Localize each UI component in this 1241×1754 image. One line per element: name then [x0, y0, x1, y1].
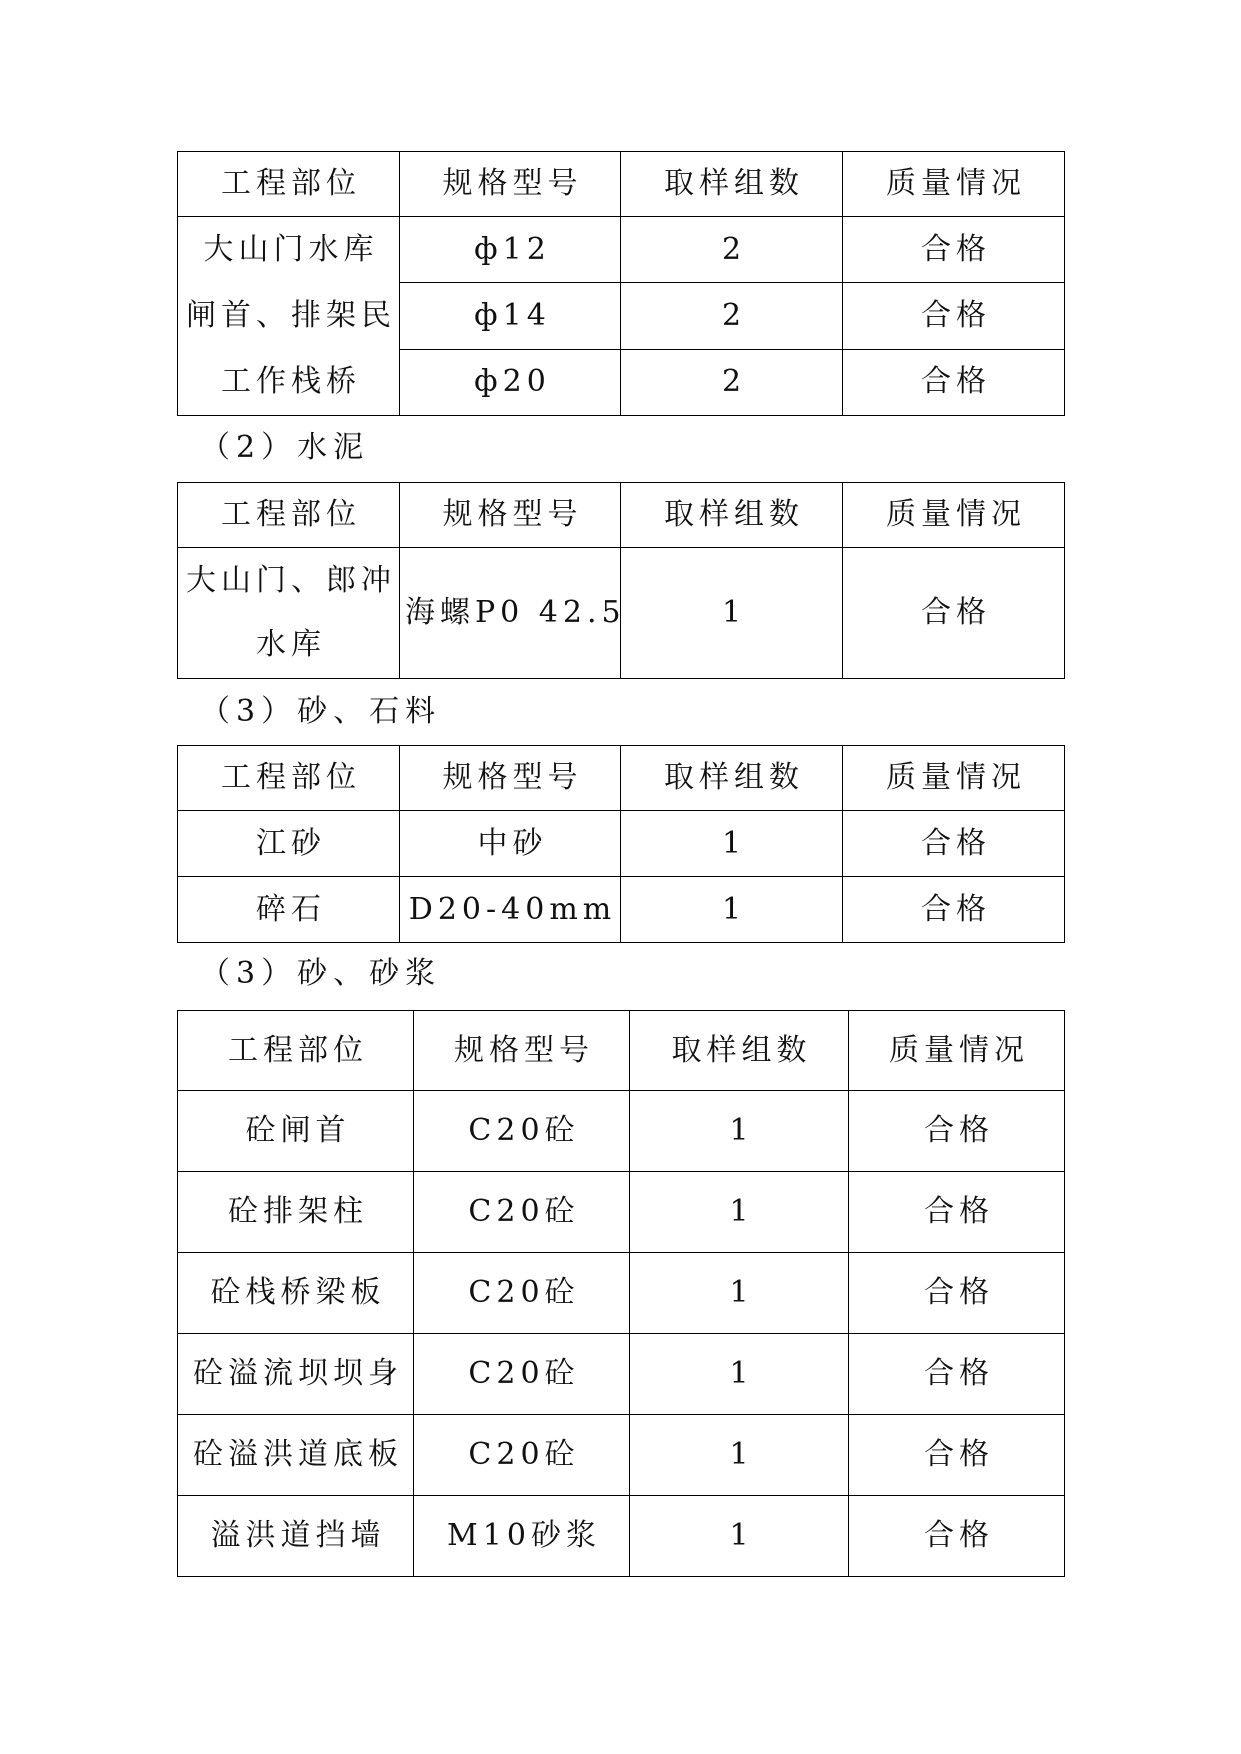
- header-spec: 规格型号: [400, 746, 621, 811]
- location-line: 大山门水库: [203, 232, 379, 267]
- table-row: [178, 1172, 1065, 1253]
- table-row: [178, 1334, 1065, 1415]
- quality-cell: 合格: [843, 548, 1065, 679]
- table-header-row: [178, 483, 1065, 548]
- spec-cell: C20砼: [414, 1415, 630, 1496]
- header-spec: 规格型号: [414, 1011, 630, 1091]
- location-cell: 砼溢洪道底板: [178, 1415, 414, 1496]
- spec-cell: D20-40mm: [400, 877, 621, 943]
- location-line: 水库: [256, 627, 326, 662]
- header-location: 工程部位: [178, 1011, 414, 1091]
- quality-cell: 合格: [849, 1091, 1065, 1172]
- aggregate-sampling-table: [177, 745, 1065, 943]
- location-cell: 砼溢流坝坝身: [178, 1334, 414, 1415]
- quality-cell: 合格: [849, 1496, 1065, 1577]
- location-cell: 溢洪道挡墙: [178, 1496, 414, 1577]
- spec-cell: ф14: [400, 283, 621, 349]
- aggregate-section-caption: （3）砂、石料: [200, 694, 442, 729]
- count-cell: 1: [621, 548, 843, 679]
- mortar-sampling-table: [177, 1010, 1065, 1577]
- count-cell: 1: [630, 1172, 849, 1253]
- location-cell: 碎石: [178, 877, 400, 943]
- header-location: 工程部位: [178, 483, 400, 548]
- quality-cell: 合格: [849, 1172, 1065, 1253]
- spec-cell: C20砼: [414, 1172, 630, 1253]
- cement-section-caption: （2）水泥: [200, 430, 370, 465]
- count-cell: 1: [630, 1496, 849, 1577]
- table-row: [178, 1091, 1065, 1172]
- quality-cell: 合格: [843, 217, 1065, 283]
- header-count: 取样组数: [630, 1011, 849, 1091]
- header-count: 取样组数: [621, 152, 843, 217]
- count-cell: 1: [630, 1415, 849, 1496]
- spec-cell: 海螺P0 42.5: [400, 548, 621, 679]
- table-header-row: [178, 746, 1065, 811]
- header-location: 工程部位: [178, 746, 400, 811]
- location-cell: 砼排架柱: [178, 1172, 414, 1253]
- location-cell: 江砂: [178, 811, 400, 877]
- count-cell: 1: [621, 877, 843, 943]
- location-line: 大山门、郎冲: [186, 563, 396, 598]
- count-cell: 2: [621, 217, 843, 283]
- header-quality: 质量情况: [849, 1011, 1065, 1091]
- table-header-row: [178, 1011, 1065, 1091]
- count-cell: 1: [621, 811, 843, 877]
- count-cell: 2: [621, 349, 843, 415]
- cement-sampling-table: [177, 482, 1065, 679]
- header-spec: 规格型号: [400, 152, 621, 217]
- location-line: 闸首、排架民: [186, 298, 396, 333]
- header-count: 取样组数: [621, 746, 843, 811]
- spec-cell: 中砂: [400, 811, 621, 877]
- header-quality: 质量情况: [843, 483, 1065, 548]
- steel-sampling-table: [177, 151, 1065, 416]
- quality-cell: 合格: [849, 1253, 1065, 1334]
- quality-cell: 合格: [843, 349, 1065, 415]
- quality-cell: 合格: [843, 877, 1065, 943]
- spec-cell: ф12: [400, 217, 621, 283]
- quality-cell: 合格: [843, 283, 1065, 349]
- location-cell: 砼闸首: [178, 1091, 414, 1172]
- quality-cell: 合格: [849, 1334, 1065, 1415]
- spec-cell: ф20: [400, 349, 621, 415]
- count-cell: 2: [621, 283, 843, 349]
- spec-cell: C20砼: [414, 1253, 630, 1334]
- location-cell: 砼栈桥梁板: [178, 1253, 414, 1334]
- spec-cell: C20砼: [414, 1334, 630, 1415]
- count-cell: 1: [630, 1091, 849, 1172]
- table-row: [178, 1415, 1065, 1496]
- location-line: 工作栈桥: [221, 364, 361, 399]
- count-cell: 1: [630, 1334, 849, 1415]
- table-row: [178, 548, 1065, 679]
- header-quality: 质量情况: [843, 746, 1065, 811]
- quality-cell: 合格: [849, 1415, 1065, 1496]
- table-row: [178, 877, 1065, 943]
- spec-cell: M10砂浆: [414, 1496, 630, 1577]
- table-header-row: [178, 152, 1065, 217]
- spec-cell: C20砼: [414, 1091, 630, 1172]
- table-row: [178, 1496, 1065, 1577]
- mortar-section-caption: （3）砂、砂浆: [200, 956, 442, 991]
- table-row: [178, 217, 1065, 283]
- table-row: [178, 811, 1065, 877]
- location-cell: [178, 548, 400, 679]
- header-count: 取样组数: [621, 483, 843, 548]
- table-row: [178, 1253, 1065, 1334]
- count-cell: 1: [630, 1253, 849, 1334]
- header-spec: 规格型号: [400, 483, 621, 548]
- header-quality: 质量情况: [843, 152, 1065, 217]
- location-cell: [178, 217, 400, 416]
- header-location: 工程部位: [178, 152, 400, 217]
- quality-cell: 合格: [843, 811, 1065, 877]
